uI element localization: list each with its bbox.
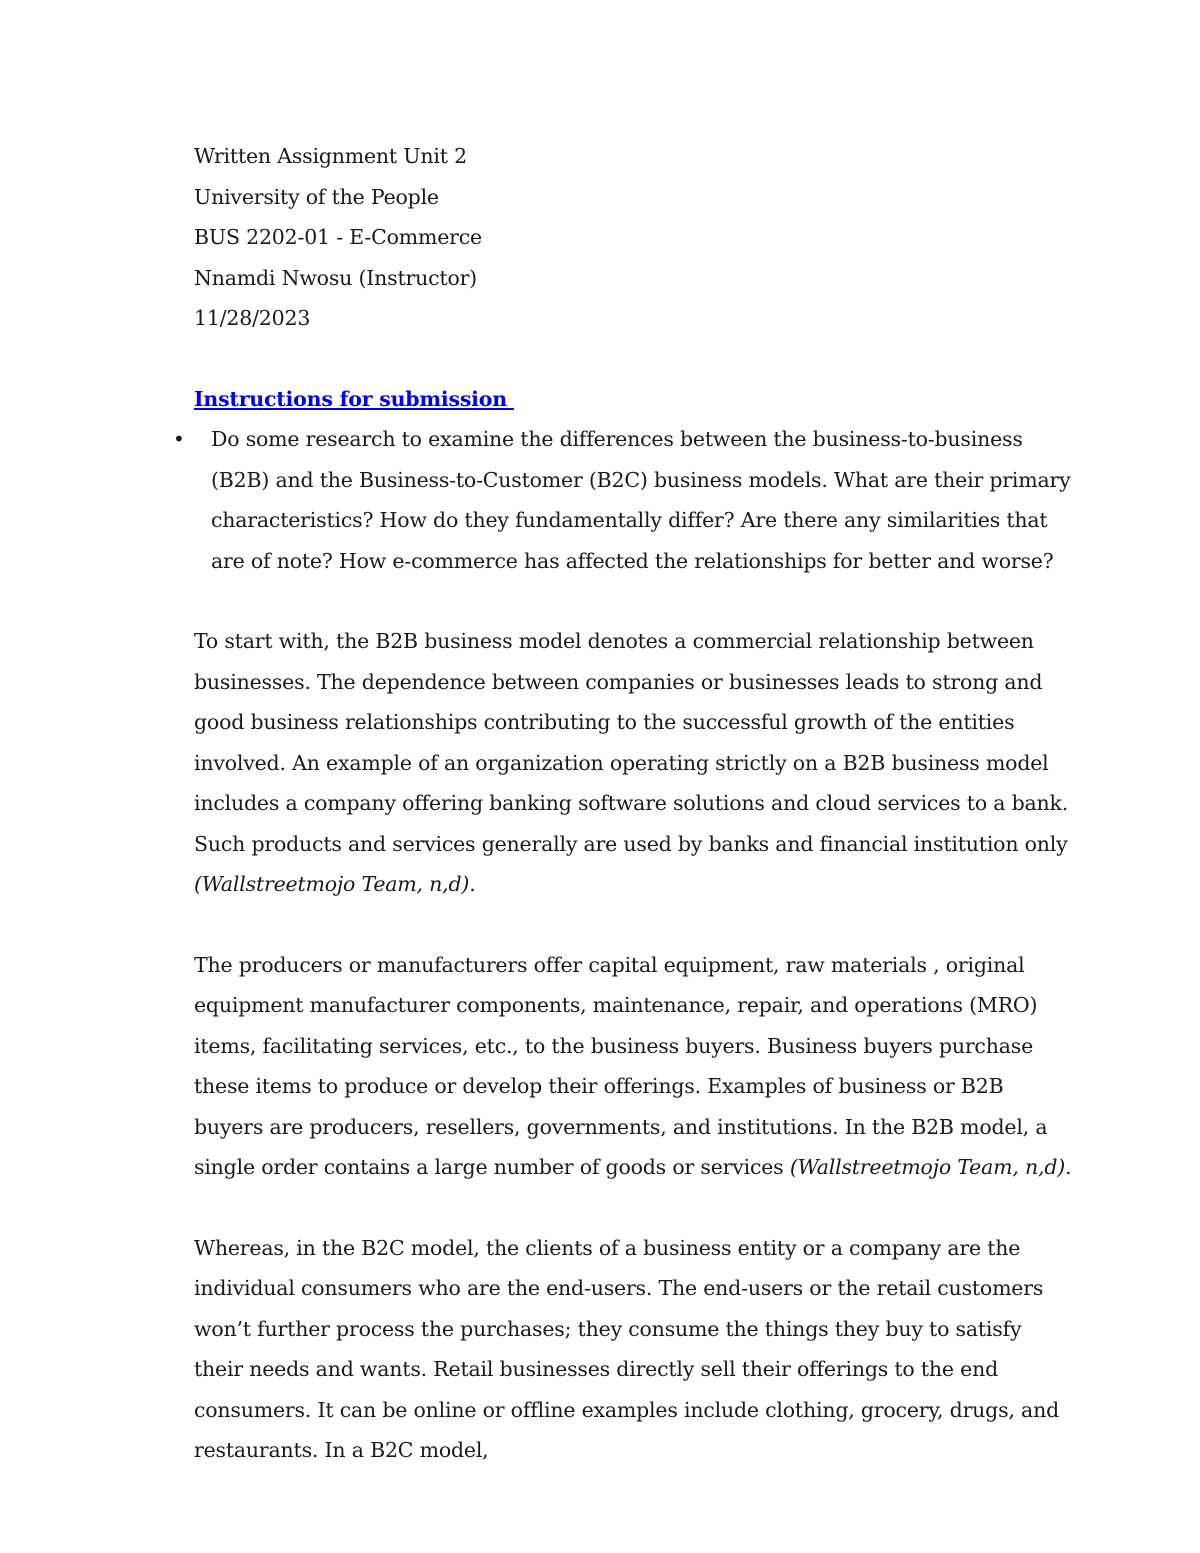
list-item (173, 419, 1074, 581)
paragraph-end: . (1065, 1155, 1072, 1179)
paragraph-text: The producers or manufacturers offer capital equipment, raw materials , original equipment manufacturer components, maintenance, repair, and operations (MRO) items, facilitating services, etc., to the business buyers. Business buyers purchase these items to produce or develop their offerings. Examples of business or B2B buyers are producers, resellers, governments, and institutions. In the B2B model, a single order contains a large number of goods or services (194, 952, 1048, 1179)
instructions-link[interactable]: Instructions for submission (194, 386, 514, 411)
assignment-title: Written Assignment Unit 2 (194, 144, 467, 168)
citation: (Wallstreetmojo Team, n,d) (194, 872, 470, 896)
paragraph-b2b-definition (194, 621, 1074, 905)
instructor-name: Nnamdi Nwosu (Instructor) (194, 265, 477, 290)
bullet-icon: • (173, 427, 185, 451)
instructions-bullet-text: Do some research to examine the differences between the business-to-business (B2B) and the Business-to-Customer (B2C) business models. What are their primary characteristics? How do they fundamentally differ? Are there any similarities that are of note? How e-commerce has affected the relationships for better and worse? (211, 427, 1071, 573)
paragraph-text: Whereas, in the B2C model, the clients of a business entity or a company are the individual consumers who are the end-users. The end-users or the retail customers won’t further process the purchases; they consume the things they buy to satisfy their needs and wants. Retail businesses directly sell their offerings to the end consumers. It can be online or offline examples include clothing, grocery, drugs, and restaurants. In a B2C model, (194, 1235, 1059, 1462)
submission-date: 11/28/2023 (194, 306, 311, 330)
document-content (173, 136, 1074, 1471)
university-name: University of the People (194, 184, 439, 209)
citation: (Wallstreetmojo Team, n,d) (789, 1155, 1066, 1179)
instructions-list (173, 419, 1074, 581)
paragraph-b2c-model (194, 1228, 1074, 1471)
course-code: BUS 2202-01 - E-Commerce (194, 225, 482, 249)
paragraph-text: To start with, the B2B business model denotes a commercial relationship between businesses. The dependence between companies or businesses leads to strong and good business relationships contributing to the successful growth of the entities involved. An example of an organization operating strictly on a B2B business model includes a company offering banking software solutions and cloud services to a bank. Such products and services generally are used by banks and financial institution only (194, 629, 1069, 856)
paragraph-b2b-buyers (194, 945, 1074, 1188)
paragraph-end: . (469, 872, 476, 896)
